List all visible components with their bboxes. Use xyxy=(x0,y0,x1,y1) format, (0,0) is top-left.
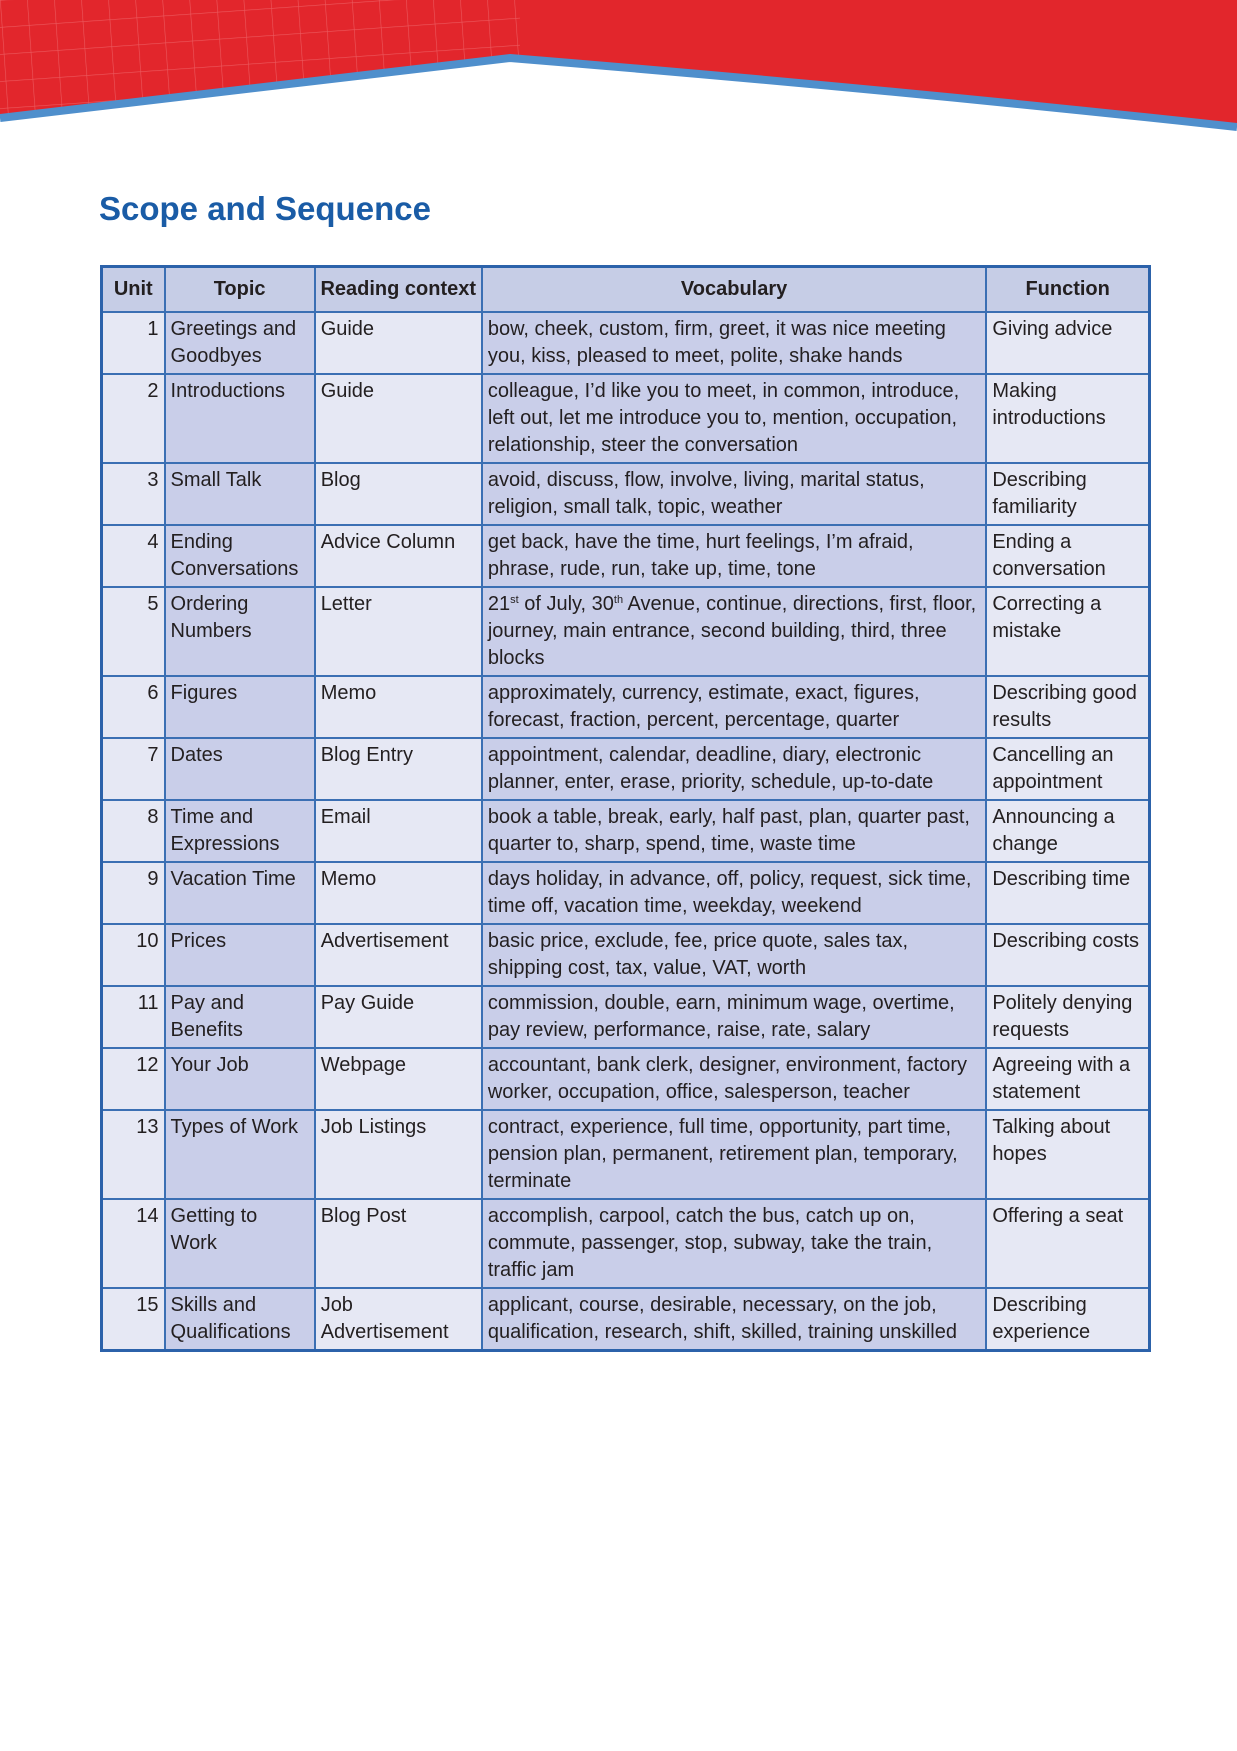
topic-cell: Introductions xyxy=(165,374,315,463)
vocabulary-cell xyxy=(482,587,986,676)
function-cell: Talking about hopes xyxy=(986,1110,1149,1199)
function-cell: Describing time xyxy=(986,862,1149,924)
scope-sequence-table xyxy=(100,265,1151,1352)
vocabulary-cell: colleague, I’d like you to meet, in common, introduce, left out, let me introduce you to, mention, occupation, relationship, steer the conversation xyxy=(482,374,986,463)
reading-context-cell: Memo xyxy=(315,862,482,924)
topic-cell: Skills and Qualifications xyxy=(165,1288,315,1351)
topic-cell: Time and Expressions xyxy=(165,800,315,862)
table-row xyxy=(102,986,1150,1048)
reading-context-cell: Pay Guide xyxy=(315,986,482,1048)
function-cell: Describing good results xyxy=(986,676,1149,738)
unit-number: 6 xyxy=(102,676,165,738)
table-row xyxy=(102,463,1150,525)
unit-number: 10 xyxy=(102,924,165,986)
reading-context-cell: Job Advertisement xyxy=(315,1288,482,1351)
unit-number: 15 xyxy=(102,1288,165,1351)
table-row xyxy=(102,924,1150,986)
header-vocabulary: Vocabulary xyxy=(482,267,986,313)
vocabulary-cell: contract, experience, full time, opportunity, part time, pension plan, permanent, retirement plan, temporary, terminate xyxy=(482,1110,986,1199)
vocabulary-cell: accomplish, carpool, catch the bus, catch up on, commute, passenger, stop, subway, take the train, traffic jam xyxy=(482,1199,986,1288)
reading-context-cell: Job Listings xyxy=(315,1110,482,1199)
function-cell: Giving advice xyxy=(986,312,1149,374)
header-reading-context: Reading context xyxy=(315,267,482,313)
topic-cell: Types of Work xyxy=(165,1110,315,1199)
topic-cell: Pay and Benefits xyxy=(165,986,315,1048)
table-row xyxy=(102,1110,1150,1199)
header-topic: Topic xyxy=(165,267,315,313)
function-cell: Describing experience xyxy=(986,1288,1149,1351)
function-cell: Cancelling an appointment xyxy=(986,738,1149,800)
table-header-row xyxy=(102,267,1150,313)
ordinal-suffix: th xyxy=(613,594,624,606)
unit-number: 12 xyxy=(102,1048,165,1110)
function-cell: Describing costs xyxy=(986,924,1149,986)
vocabulary-cell: commission, double, earn, minimum wage, overtime, pay review, performance, raise, rate, salary xyxy=(482,986,986,1048)
unit-number: 5 xyxy=(102,587,165,676)
topic-cell: Prices xyxy=(165,924,315,986)
reading-context-cell: Advertisement xyxy=(315,924,482,986)
vocabulary-cell: basic price, exclude, fee, price quote, sales tax, shipping cost, tax, value, VAT, worth xyxy=(482,924,986,986)
function-cell: Offering a seat xyxy=(986,1199,1149,1288)
reading-context-cell: Email xyxy=(315,800,482,862)
reading-context-cell: Guide xyxy=(315,374,482,463)
topic-cell: Figures xyxy=(165,676,315,738)
table-row xyxy=(102,587,1150,676)
vocabulary-cell: applicant, course, desirable, necessary, on the job, qualification, research, shift, skilled, training unskilled xyxy=(482,1288,986,1351)
topic-cell: Your Job xyxy=(165,1048,315,1110)
table-row xyxy=(102,1048,1150,1110)
table-row xyxy=(102,374,1150,463)
reading-context-cell: Webpage xyxy=(315,1048,482,1110)
topic-cell: Small Talk xyxy=(165,463,315,525)
function-cell: Describing familiarity xyxy=(986,463,1149,525)
table-row xyxy=(102,1199,1150,1288)
table-row xyxy=(102,1288,1150,1351)
unit-number: 2 xyxy=(102,374,165,463)
topic-cell: Dates xyxy=(165,738,315,800)
table-row xyxy=(102,525,1150,587)
reading-context-cell: Blog Entry xyxy=(315,738,482,800)
topic-cell: Ending Conversations xyxy=(165,525,315,587)
function-cell: Announcing a change xyxy=(986,800,1149,862)
topic-cell: Ordering Numbers xyxy=(165,587,315,676)
unit-number: 4 xyxy=(102,525,165,587)
vocabulary-cell: accountant, bank clerk, designer, environment, factory worker, occupation, office, salesperson, teacher xyxy=(482,1048,986,1110)
topic-cell: Vacation Time xyxy=(165,862,315,924)
reading-context-cell: Memo xyxy=(315,676,482,738)
vocab-date-day: 21 xyxy=(487,593,511,615)
ordinal-suffix: st xyxy=(510,594,519,606)
topic-cell: Greetings and Goodbyes xyxy=(165,312,315,374)
unit-number: 13 xyxy=(102,1110,165,1199)
vocabulary-cell: approximately, currency, estimate, exact, figures, forecast, fraction, percent, percentage, quarter xyxy=(482,676,986,738)
reading-context-cell: Advice Column xyxy=(315,525,482,587)
vocabulary-cell: appointment, calendar, deadline, diary, electronic planner, enter, erase, priority, schedule, up-to-date xyxy=(482,738,986,800)
vocabulary-cell: book a table, break, early, half past, plan, quarter past, quarter to, sharp, spend, time, waste time xyxy=(482,800,986,862)
unit-number: 9 xyxy=(102,862,165,924)
table-row xyxy=(102,676,1150,738)
reading-context-cell: Blog Post xyxy=(315,1199,482,1288)
table-row xyxy=(102,738,1150,800)
function-cell: Agreeing with a statement xyxy=(986,1048,1149,1110)
header-banner xyxy=(0,0,1237,140)
vocabulary-cell: days holiday, in advance, off, policy, request, sick time, time off, vacation time, weekday, weekend xyxy=(482,862,986,924)
unit-number: 11 xyxy=(102,986,165,1048)
table-row xyxy=(102,800,1150,862)
header-unit: Unit xyxy=(102,267,165,313)
unit-number: 14 xyxy=(102,1199,165,1288)
table-row xyxy=(102,312,1150,374)
unit-number: 7 xyxy=(102,738,165,800)
vocabulary-cell: avoid, discuss, flow, involve, living, marital status, religion, small talk, topic, weather xyxy=(482,463,986,525)
page-title: Scope and Sequence xyxy=(99,190,431,227)
vocabulary-cell: get back, have the time, hurt feelings, I’m afraid, phrase, rude, run, take up, time, tone xyxy=(482,525,986,587)
function-cell: Making introductions xyxy=(986,374,1149,463)
unit-number: 8 xyxy=(102,800,165,862)
unit-number: 1 xyxy=(102,312,165,374)
unit-number: 3 xyxy=(102,463,165,525)
table-row xyxy=(102,862,1150,924)
reading-context-cell: Blog xyxy=(315,463,482,525)
vocab-rest: Avenue, continue, directions, first, floor, journey, main entrance, second building, third, three blocks xyxy=(487,593,977,669)
header-function: Function xyxy=(986,267,1149,313)
reading-context-cell: Letter xyxy=(315,587,482,676)
function-cell: Ending a conversation xyxy=(986,525,1149,587)
vocab-date-middle: of July, 30 xyxy=(518,593,614,615)
topic-cell: Getting to Work xyxy=(165,1199,315,1288)
function-cell: Politely denying requests xyxy=(986,986,1149,1048)
vocabulary-cell: bow, cheek, custom, firm, greet, it was nice meeting you, kiss, pleased to meet, polite, shake hands xyxy=(482,312,986,374)
function-cell: Correcting a mistake xyxy=(986,587,1149,676)
reading-context-cell: Guide xyxy=(315,312,482,374)
